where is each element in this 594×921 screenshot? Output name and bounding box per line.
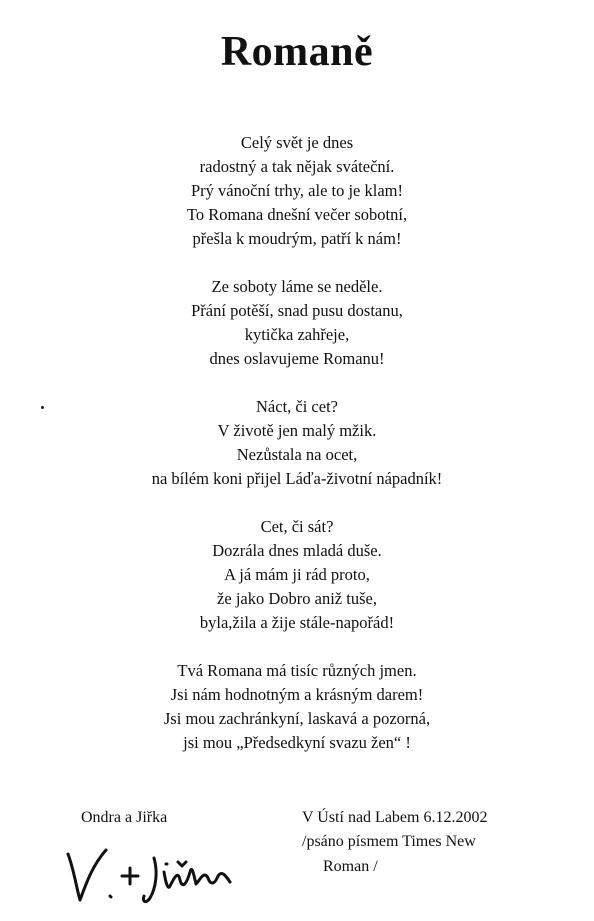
handwritten-signature bbox=[62, 842, 237, 910]
poem-line: Cet, či sát? bbox=[260, 517, 334, 536]
font-note-line-1: /psáno písmem Times New bbox=[302, 833, 476, 850]
poem-line: To Romana dnešní večer sobotní, bbox=[186, 205, 408, 224]
font-note-line-2: Roman / bbox=[323, 858, 378, 875]
stanza-3 bbox=[0, 395, 594, 491]
poem-line: dnes oslavujeme Romanu! bbox=[209, 349, 385, 368]
poem-line: Celý svět je dnes bbox=[240, 133, 354, 152]
poem-line: Jsi mou zachránkyní, laskavá a pozorná, bbox=[163, 709, 431, 728]
poem-title: Romaně bbox=[220, 29, 374, 75]
poem-line: V životě jen malý mžik. bbox=[217, 421, 377, 440]
poem-line: Dozrála dnes mladá duše. bbox=[212, 541, 382, 560]
poem-line: A já mám ji rád proto, bbox=[224, 565, 370, 584]
poem-line: Tvá Romana má tisíc různých jmen. bbox=[177, 661, 417, 680]
poem-line: na bílém koni přijel Láďa-životní nápadník! bbox=[151, 469, 443, 488]
poem-line: Přání potěší, snad pusu dostanu, bbox=[191, 301, 403, 320]
stanza-4 bbox=[0, 515, 594, 635]
poem-line: Ze soboty láme se neděle. bbox=[211, 277, 383, 296]
poem-line: Prý vánoční trhy, ale to je klam! bbox=[191, 181, 403, 200]
poem-line: Jsi nám hodnotným a krásným darem! bbox=[170, 685, 424, 704]
poem-line: Nezůstala na ocet, bbox=[236, 445, 358, 464]
poem-line: kytička zahřeje, bbox=[244, 325, 350, 344]
scan-speck bbox=[41, 406, 44, 409]
poem-line: jsi mou „Předsedkyní svazu žen“ ! bbox=[183, 733, 411, 752]
stanza-5 bbox=[0, 659, 594, 755]
stanza-1 bbox=[0, 131, 594, 251]
poem-line: byla,žila a žije stále-napořád! bbox=[199, 613, 395, 632]
poem-body bbox=[0, 131, 594, 779]
poem-line: radostný a tak nějak sváteční. bbox=[199, 157, 395, 176]
place-date: V Ústí nad Labem 6.12.2002 bbox=[302, 809, 488, 826]
poem-line: přešla k moudrým, patří k nám! bbox=[192, 229, 402, 248]
poem-line: že jako Dobro aniž tuše, bbox=[217, 589, 377, 608]
stanza-2 bbox=[0, 275, 594, 371]
authors: Ondra a Jiřka bbox=[81, 809, 168, 826]
poem-line: Náct, či cet? bbox=[256, 397, 338, 416]
